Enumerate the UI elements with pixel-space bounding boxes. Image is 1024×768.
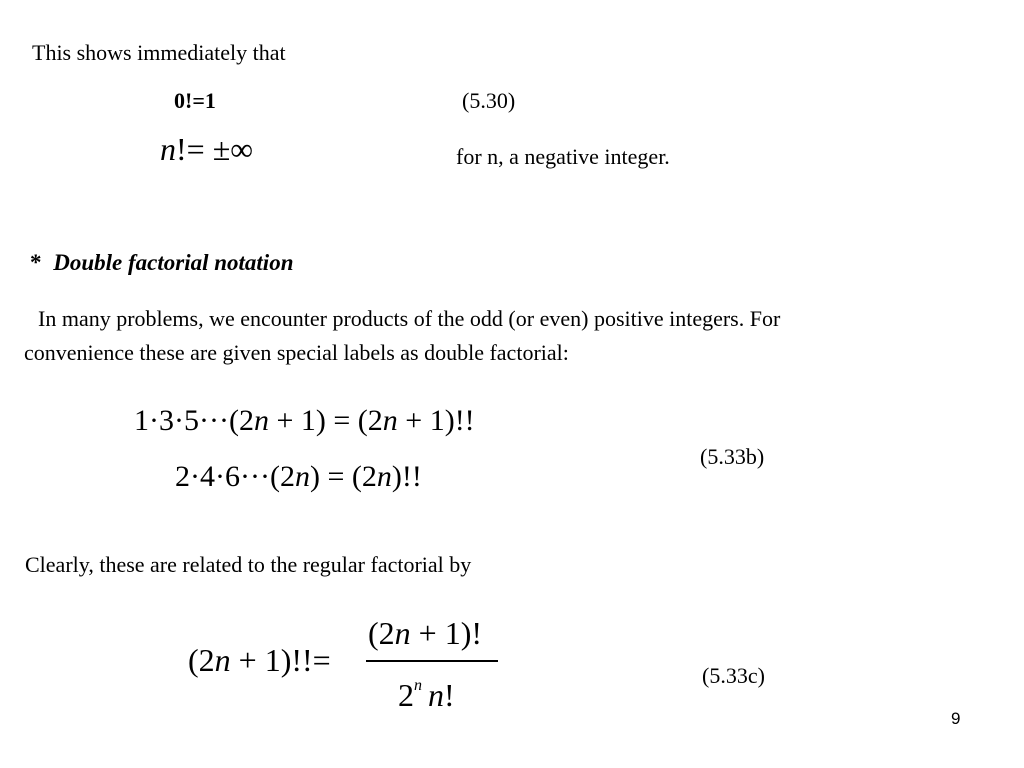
section-bullet: * (30, 250, 42, 275)
equation-lhs-double-factorial: (2n + 1)!!= (188, 642, 331, 678)
section-heading (30, 251, 294, 274)
paragraph-line-2: convenience these are given special labels as double factorial: (24, 340, 569, 365)
section-title: Double factorial notation (53, 250, 294, 275)
fraction-bar (366, 660, 498, 662)
equation-number-5-33b: (5.33b) (700, 444, 765, 469)
page-number: 9 (951, 709, 961, 728)
intro-text: This shows immediately that (32, 40, 286, 65)
fraction-denominator: 2$^n$ n! (398, 677, 455, 713)
equation-odd-double-factorial: 1·3·5···(2n + 1) = (2n + 1)!! (134, 404, 475, 437)
equation-number-5-33c: (5.33c) (702, 663, 765, 688)
equation-negative-factorial (160, 133, 253, 165)
equation-zero-factorial: 0!=1 (174, 88, 216, 113)
equation-number-5-30: (5.30) (462, 88, 516, 113)
equation-even-double-factorial: 2·4·6···(2n) = (2n)!! (175, 460, 422, 493)
var-n: n (160, 131, 176, 167)
paragraph-line-1: In many problems, we encounter products of the odd (or even) positive integers. For (38, 306, 781, 331)
fraction-numerator: (2n + 1)! (368, 615, 483, 651)
negative-integer-note: for n, a negative integer. (456, 144, 670, 169)
eq-neg-rest: != ±∞ (176, 131, 254, 167)
relation-text: Clearly, these are related to the regular factorial by (25, 552, 472, 577)
